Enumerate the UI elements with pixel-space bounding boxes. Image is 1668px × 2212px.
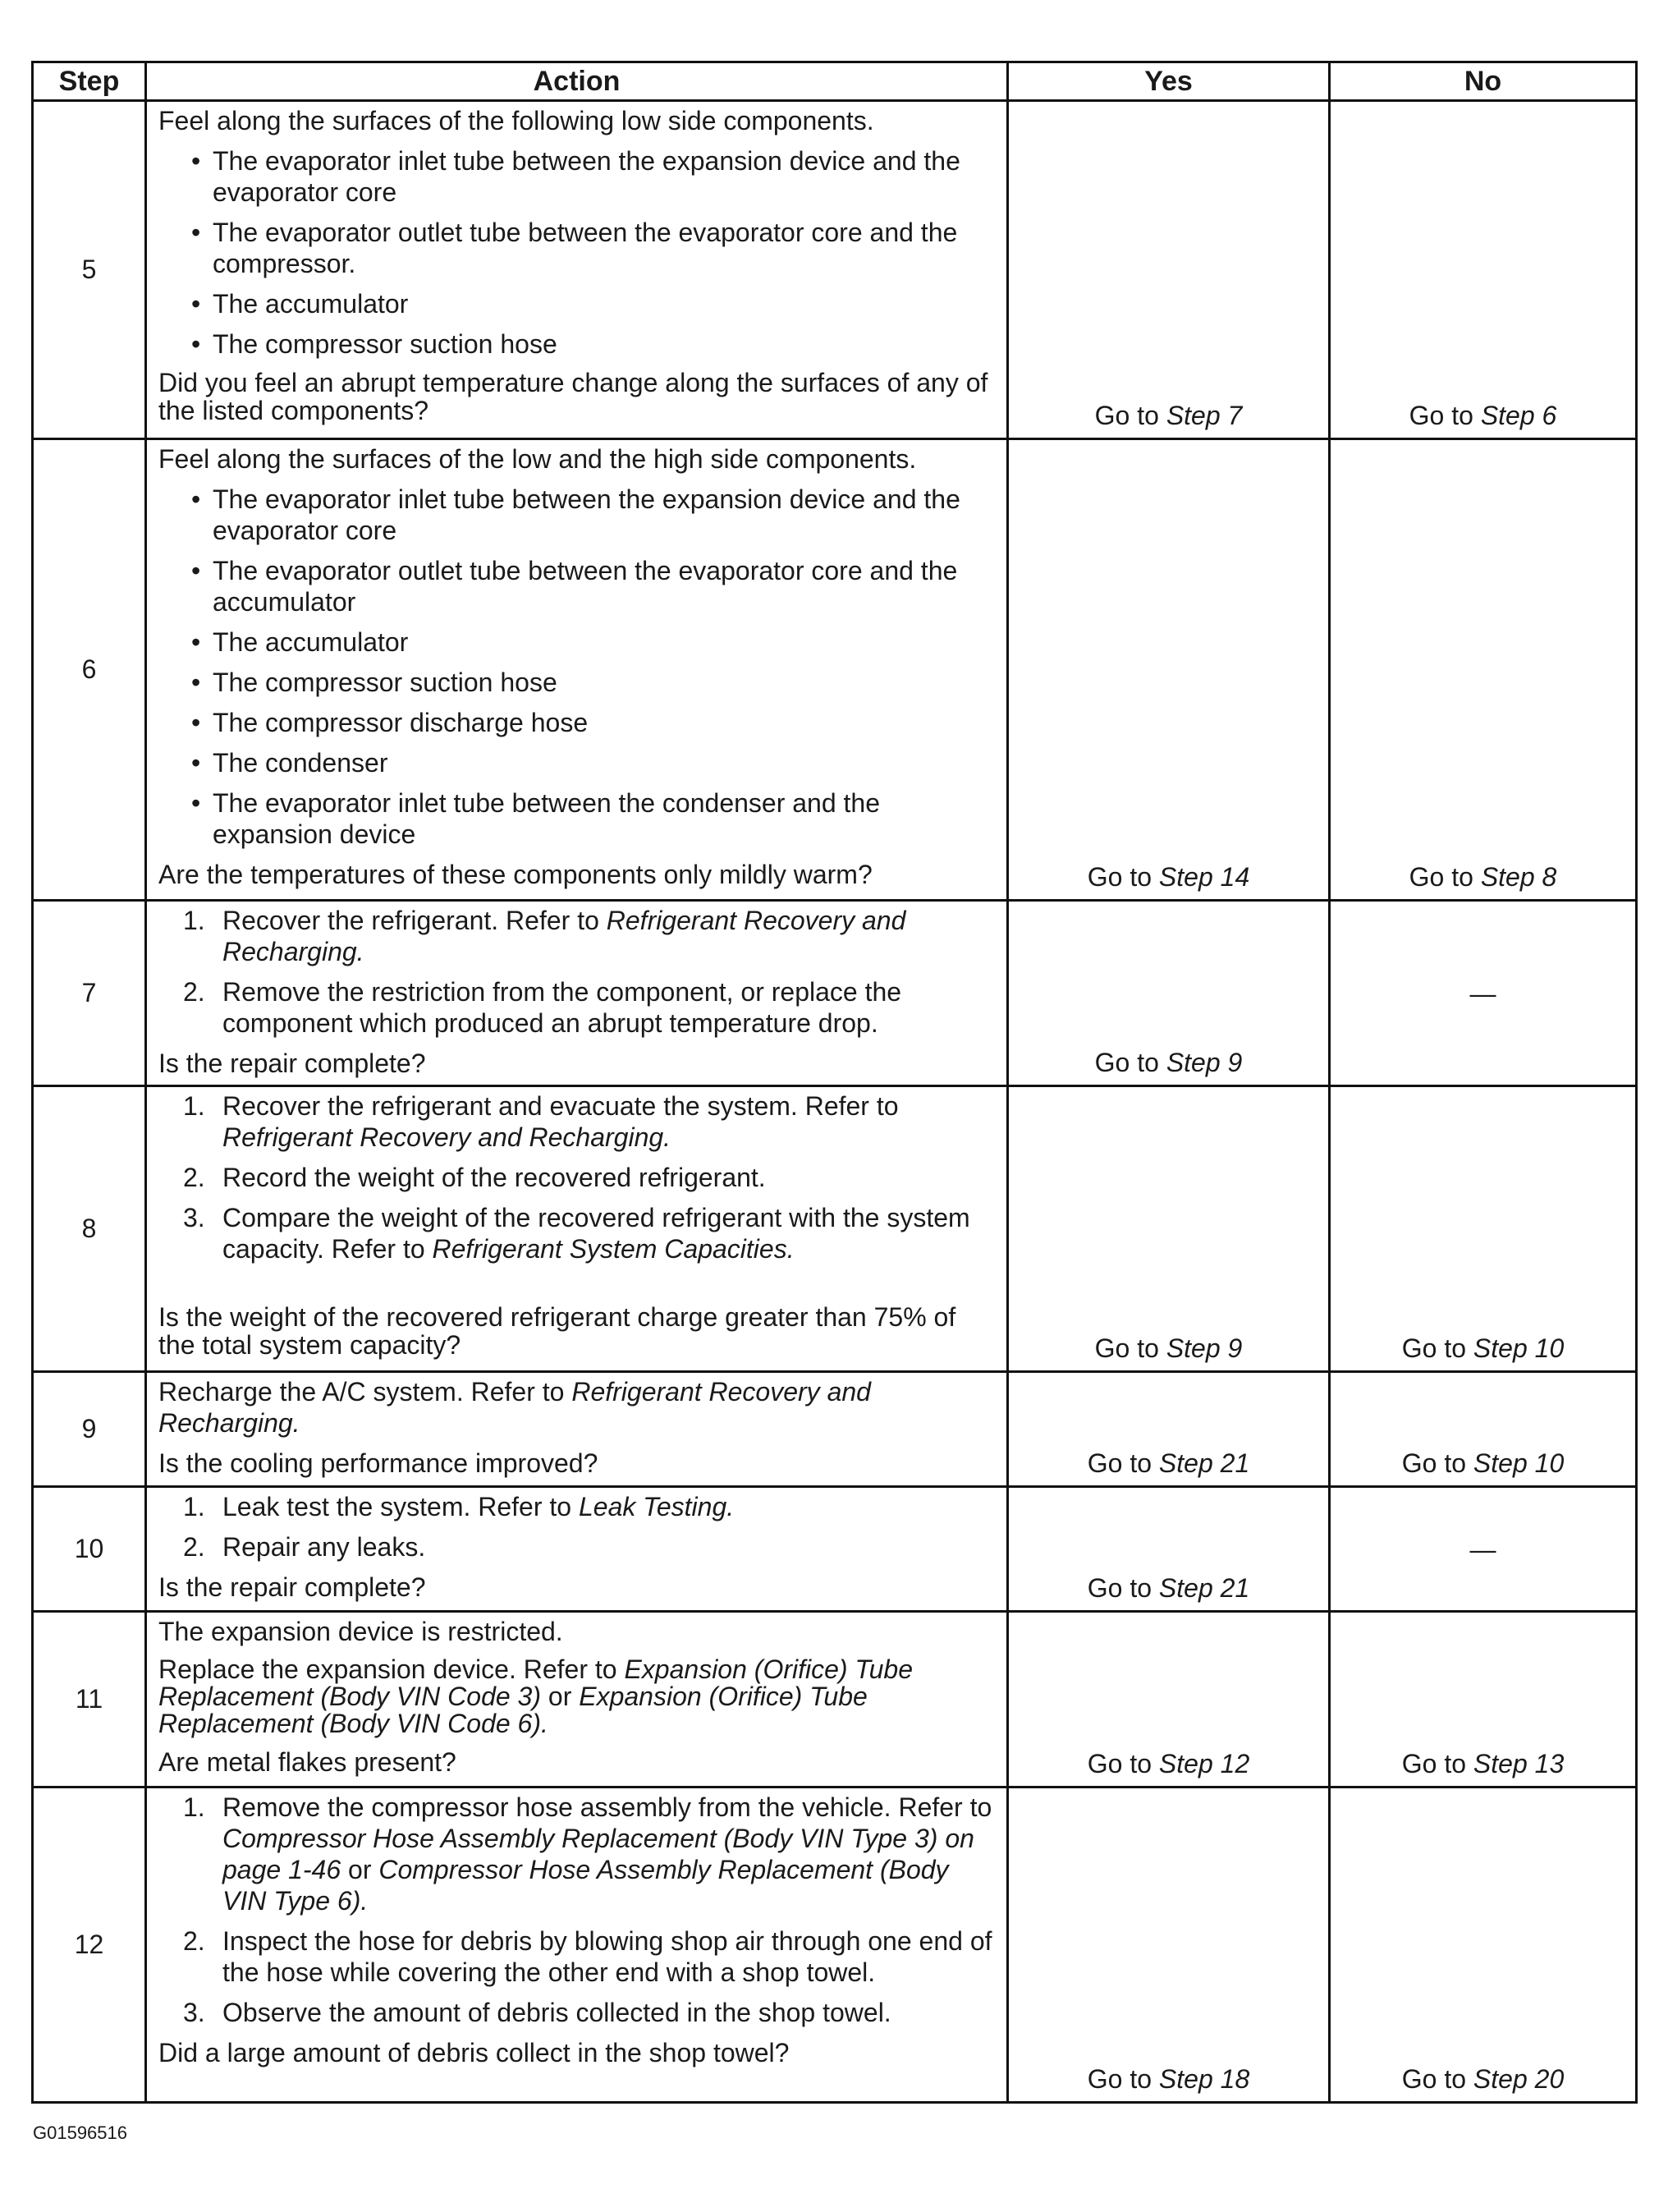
action-intro: Feel along the surfaces of the following low side components. [158, 106, 874, 135]
list-item: • The compressor suction hose [191, 667, 998, 698]
item-tail: . [356, 937, 364, 966]
table-row [33, 1086, 1637, 1372]
instruction-tail: . [541, 1709, 548, 1738]
item-reference: Refrigerant Recovery and Recharging [222, 906, 906, 966]
action-question: Are metal flakes present? [158, 1747, 456, 1777]
step-number: 12 [33, 1787, 146, 2103]
no-prefix: Go to [1401, 2064, 1467, 2094]
procedure-document [31, 61, 1635, 2104]
item-number: 1. [183, 1792, 205, 1822]
item-text: Leak test the system. Refer to [222, 1492, 572, 1521]
no-prefix: Go to [1401, 1749, 1467, 1778]
list-item: • The evaporator inlet tube between the expansion device and the evaporator core [191, 484, 998, 546]
procedure-list [158, 1090, 998, 1264]
item-number: 3. [183, 1203, 205, 1232]
yes-prefix: Go to [1087, 1573, 1152, 1603]
no-step-ref: Step 20 [1473, 2064, 1565, 2094]
table-header-row [33, 62, 1637, 101]
action-intro: The expansion device is restricted. [158, 1617, 563, 1646]
yes-step-ref: Step 21 [1158, 1573, 1250, 1603]
table-row [33, 101, 1637, 439]
header-action: Action [146, 62, 1008, 101]
item-text: Recover the refrigerant and evacuate the system. Refer to [222, 1091, 899, 1121]
action-cell [146, 1787, 1008, 2103]
action-intro [158, 1376, 998, 1439]
list-item: • The evaporator outlet tube between the evaporator core and the compressor. [191, 217, 998, 279]
no-cell: — [1330, 1487, 1637, 1612]
item-number: 1. [183, 1091, 205, 1121]
yes-prefix: Go to [1094, 1048, 1159, 1077]
action-cell [146, 101, 1008, 439]
step-number: 10 [33, 1487, 146, 1612]
component-list [158, 145, 998, 360]
item-connector: or [348, 1855, 372, 1884]
yes-step-ref: Step 14 [1158, 862, 1250, 892]
yes-step-ref: Step 7 [1166, 401, 1243, 430]
item-number: 3. [183, 1998, 205, 2027]
list-item [183, 1202, 998, 1264]
list-item [183, 1997, 998, 2028]
no-step-ref: Step 10 [1473, 1448, 1565, 1478]
yes-cell [1008, 101, 1330, 439]
no-step-ref: Step 10 [1473, 1333, 1565, 1363]
header-no: No [1330, 62, 1637, 101]
instruction-text: Replace the expansion device. Refer to [158, 1654, 617, 1684]
no-cell [1330, 1787, 1637, 2103]
yes-cell [1008, 1487, 1330, 1612]
action-question: Is the repair complete? [158, 1049, 426, 1078]
no-cell [1330, 1612, 1637, 1787]
item-reference: Refrigerant System Capacities [432, 1234, 787, 1264]
item-text: Observe the amount of debris collected in the shop towel. [222, 1998, 891, 2027]
action-question: Is the weight of the recovered refrigerant charge greater than 75% of the total system capacity? [158, 1302, 956, 1360]
list-item: • The condenser [191, 747, 998, 778]
action-cell [146, 1612, 1008, 1787]
action-question: Is the repair complete? [158, 1572, 426, 1602]
step-number: 6 [33, 439, 146, 901]
item-number: 2. [183, 1926, 205, 1956]
item-reference: Compressor Hose Assembly Replacement (Body VIN Type 6) [222, 1855, 949, 1916]
table-row [33, 439, 1637, 901]
yes-prefix: Go to [1094, 401, 1159, 430]
no-cell [1330, 1086, 1637, 1372]
yes-prefix: Go to [1087, 862, 1152, 892]
list-item [183, 1531, 998, 1563]
action-instruction [158, 1656, 998, 1737]
yes-cell [1008, 1787, 1330, 2103]
procedure-list [158, 1491, 998, 1563]
list-item: • The accumulator [191, 626, 998, 658]
procedure-list [158, 905, 998, 1039]
item-tail: . [786, 1234, 795, 1264]
no-cell [1330, 439, 1637, 901]
table-row [33, 901, 1637, 1086]
action-question: Did you feel an abrupt temperature change along the surfaces of any of the listed components? [158, 368, 988, 425]
item-reference: Refrigerant Recovery and Recharging [222, 1122, 664, 1152]
list-item: • The compressor suction hose [191, 328, 998, 360]
yes-step-ref: Step 9 [1166, 1048, 1243, 1077]
item-number: 1. [183, 906, 205, 935]
item-number: 2. [183, 1163, 205, 1192]
step-number: 8 [33, 1086, 146, 1372]
item-tail: . [360, 1886, 369, 1916]
list-item [183, 1090, 998, 1153]
list-item [183, 1162, 998, 1193]
item-number: 1. [183, 1492, 205, 1521]
procedure-list [158, 1792, 998, 2028]
item-text: Remove the compressor hose assembly from the vehicle. Refer to [222, 1792, 992, 1822]
item-text: Record the weight of the recovered refrigerant. [222, 1163, 766, 1192]
no-prefix: Go to [1401, 1333, 1467, 1363]
step-number: 11 [33, 1612, 146, 1787]
action-cell [146, 1372, 1008, 1487]
item-tail: . [663, 1122, 671, 1152]
item-text: Recover the refrigerant. Refer to [222, 906, 599, 935]
figure-id: G01596516 [33, 2123, 127, 2143]
yes-cell [1008, 439, 1330, 901]
list-item: • The evaporator inlet tube between the expansion device and the evaporator core [191, 145, 998, 208]
instruction-reference: Expansion (Orifice) Tube Replacement (Body VIN Code 6) [158, 1682, 868, 1738]
instruction-reference: Expansion (Orifice) Tube Replacement (Body VIN Code 3) [158, 1654, 913, 1711]
no-prefix: Go to [1409, 401, 1473, 430]
list-item [183, 905, 998, 967]
list-item: • The evaporator inlet tube between the condenser and the expansion device [191, 787, 998, 850]
action-cell [146, 1487, 1008, 1612]
table-row [33, 1787, 1637, 2103]
action-cell [146, 901, 1008, 1086]
no-prefix: Go to [1409, 862, 1473, 892]
step-number: 5 [33, 101, 146, 439]
yes-prefix: Go to [1087, 1448, 1152, 1478]
yes-prefix: Go to [1087, 2064, 1152, 2094]
item-tail: . [726, 1492, 735, 1521]
step-number: 7 [33, 901, 146, 1086]
intro-text: Recharge the A/C system. Refer to [158, 1377, 565, 1407]
no-cell [1330, 101, 1637, 439]
list-item [183, 1792, 998, 1916]
no-step-ref: Step 13 [1473, 1749, 1565, 1778]
no-step-ref: Step 6 [1480, 401, 1557, 430]
yes-step-ref: Step 21 [1158, 1448, 1250, 1478]
yes-cell [1008, 901, 1330, 1086]
action-question: Did a large amount of debris collect in the shop towel? [158, 2038, 790, 2067]
action-question: Is the cooling performance improved? [158, 1448, 598, 1478]
action-cell [146, 439, 1008, 901]
yes-cell [1008, 1372, 1330, 1487]
list-item: • The accumulator [191, 288, 998, 319]
diagnostic-table [31, 61, 1638, 2104]
list-item: • The compressor discharge hose [191, 707, 998, 738]
list-item: • The evaporator outlet tube between the evaporator core and the accumulator [191, 555, 998, 617]
no-cell: — [1330, 901, 1637, 1086]
table-row [33, 1487, 1637, 1612]
action-cell [146, 1086, 1008, 1372]
item-number: 2. [183, 977, 205, 1007]
table-row [33, 1372, 1637, 1487]
header-step: Step [33, 62, 146, 101]
yes-step-ref: Step 12 [1158, 1749, 1250, 1778]
item-text: Inspect the hose for debris by blowing shop air through one end of the hose while covering the other end with a shop towel. [222, 1926, 992, 1987]
yes-prefix: Go to [1087, 1749, 1152, 1778]
no-prefix: Go to [1401, 1448, 1467, 1478]
step-number: 9 [33, 1372, 146, 1487]
no-cell [1330, 1372, 1637, 1487]
yes-step-ref: Step 18 [1158, 2064, 1250, 2094]
list-item [183, 1925, 998, 1988]
item-reference: Compressor Hose Assembly Replacement (Body VIN Type 3) on page 1-46 [222, 1824, 974, 1884]
item-text: Compare the weight of the recovered refrigerant with the system capacity. Refer to [222, 1203, 970, 1264]
action-question: Are the temperatures of these components only mildly warm? [158, 860, 873, 889]
no-step-ref: Step 8 [1480, 862, 1557, 892]
instruction-connector: or [548, 1682, 572, 1711]
item-reference: Leak Testing [578, 1492, 727, 1521]
yes-cell [1008, 1612, 1330, 1787]
action-intro: Feel along the surfaces of the low and the high side components. [158, 444, 917, 474]
list-item [183, 976, 998, 1039]
item-text: Remove the restriction from the component, or replace the component which produced an abrupt temperature drop. [222, 977, 902, 1038]
header-yes: Yes [1008, 62, 1330, 101]
item-text: Repair any leaks. [222, 1532, 426, 1562]
yes-prefix: Go to [1094, 1333, 1159, 1363]
item-number: 2. [183, 1532, 205, 1562]
table-row [33, 1612, 1637, 1787]
yes-cell [1008, 1086, 1330, 1372]
intro-reference: Refrigerant Recovery and Recharging [158, 1377, 871, 1438]
yes-step-ref: Step 9 [1166, 1333, 1243, 1363]
list-item [183, 1491, 998, 1522]
intro-tail: . [292, 1408, 300, 1438]
component-list [158, 484, 998, 850]
